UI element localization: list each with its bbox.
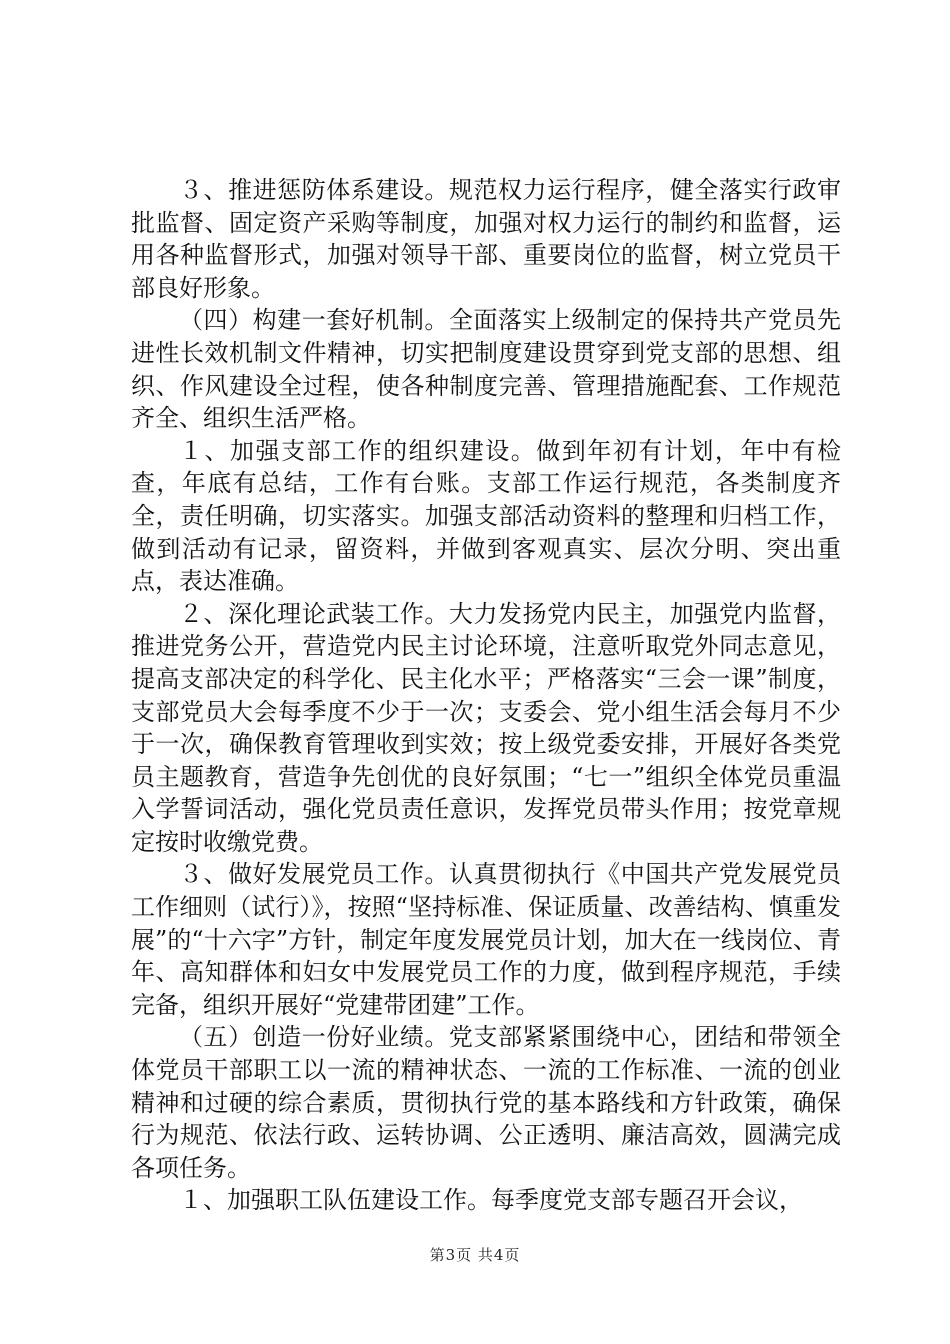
page-number-footer: 第3页 共4页 (429, 1246, 521, 1264)
paragraph-theory-work: ２、深化理论武装工作。大力发扬党内民主，加强党内监督，推进党务公开，营造党内民主讨论环境，注意听取党外同志意见，提高支部决定的科学化、民主化水平；严格落实“三会一课”制度，支部党员大会每季度不少于一次；支委会、党小组生活会每月不少于一次，确保教育管理收到实效；按上级党委安排，开展好各类党员主题教育，营造争先创优的良好氛围；“七一”组织全体党员重温入学誓词活动，强化党员责任意识，发挥党员带头作用；按党章规定按时收缴党费。 (131, 599, 841, 856)
paragraph-section-four-mechanism: （四）构建一套好机制。全面落实上级制定的保持共产党员先进性长效机制文件精神，切实把制度建设贯穿到党支部的思想、组织、作风建设全过程，使各种制度完善、管理措施配套、工作规范齐全、组织生活严格。 (131, 306, 841, 433)
document-body (131, 174, 841, 1217)
paragraph-section-five-performance: （五）创造一份好业绩。党支部紧紧围绕中心，团结和带领全体党员干部职工以一流的精神状态、一流的工作标准、一流的创业精神和过硬的综合素质，贯彻执行党的基本路线和方针政策，确保行为规范、依法行政、运转协调、公正透明、廉洁高效，圆满完成各项任务。 (131, 1023, 841, 1182)
paragraph-member-development: ３、做好发展党员工作。认真贯彻执行《中国共产党发展党员工作细则（试行）》，按照“坚持标准、保证质量、改善结构、慎重发展”的“十六字”方针，制定年度发展党员计划，加大在一线岗位、青年、高知群体和妇女中发展党员工作的力度，做到程序规范，手续完备，组织开展好“党建带团建”工作。 (131, 860, 841, 1019)
paragraph-anti-corruption-system: ３、推进惩防体系建设。规范权力运行程序，健全落实行政审批监督、固定资产采购等制度，加强对权力运行的制约和监督，运用各种监督形式，加强对领导干部、重要岗位的监督，树立党员干部良好形象。 (131, 176, 841, 302)
paragraph-organization-building: １、加强支部工作的组织建设。做到年初有计划，年中有检查，年底有总结，工作有台账。支部工作运行规范，各类制度齐全，责任明确，切实落实。加强支部活动资料的整理和归档工作，做到活动有记录，留资料，并做到客观真实、层次分明、突出重点，表达准确。 (131, 436, 841, 596)
paragraph-staff-team-building: １、加强职工队伍建设工作。每季度党支部专题召开会议， (179, 1186, 803, 1215)
